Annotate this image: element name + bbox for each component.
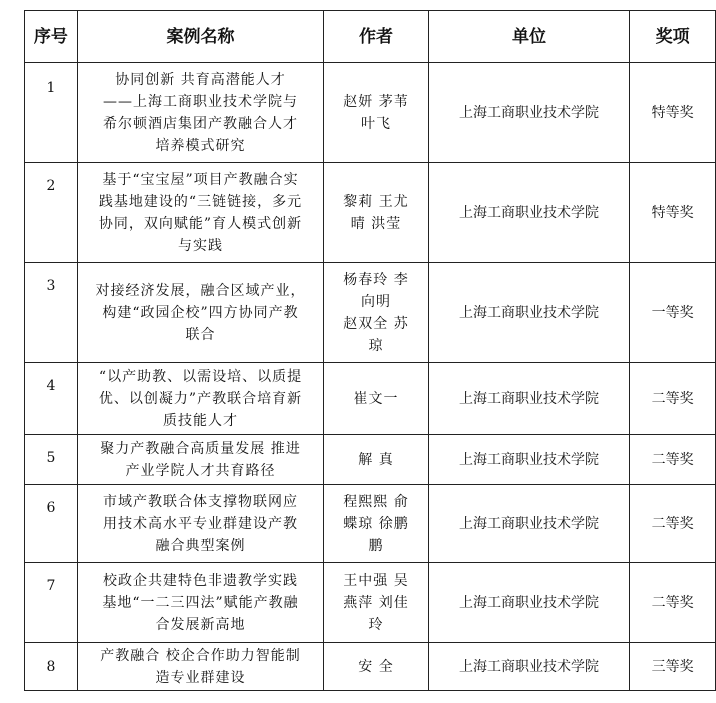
cell-unit: 上海工商职业技术学院 [428, 163, 629, 263]
title-line: 合发展新高地 [155, 616, 246, 633]
author-line: 赵妍 茅苇 [343, 93, 409, 110]
title-line: 校政企共建特色非遗教学实践 [103, 572, 298, 589]
cell-author [324, 643, 429, 691]
title-line: 优、以创凝力”产教联合培育新 [98, 390, 303, 407]
cell-award: 三等奖 [630, 643, 716, 691]
title-line: 联合 [185, 326, 216, 343]
title-line: 质技能人才 [163, 412, 238, 429]
cell-unit: 上海工商职业技术学院 [428, 63, 629, 163]
author-line: 玲 [368, 616, 384, 633]
header-row [25, 11, 716, 63]
author-line: 杨春玲 李 [343, 271, 409, 288]
title-line: 基于“宝宝屋”项目产教融合实 [102, 171, 299, 188]
cell-title [77, 435, 323, 485]
author-line: 鹏 [368, 537, 384, 554]
cell-title [77, 643, 323, 691]
author-line: 向明 [361, 293, 392, 310]
cell-unit: 上海工商职业技术学院 [428, 263, 629, 363]
author-line: 解 真 [358, 451, 394, 468]
table-row [25, 263, 716, 363]
awards-table-wrapper [24, 10, 716, 691]
author-line: 燕萍 刘佳 [343, 594, 409, 611]
cell-title [77, 485, 323, 563]
author-line: 崔文一 [353, 390, 399, 407]
title-line: 基地“一二三四法”赋能产教融 [102, 594, 299, 611]
title-line: 践基地建设的“三链链接，多元 [98, 193, 303, 210]
header-num: 序号 [25, 11, 78, 63]
cell-title [77, 263, 323, 363]
table-row [25, 643, 716, 691]
awards-table [24, 10, 716, 691]
cell-author [324, 563, 429, 643]
cell-num: 1 [25, 63, 78, 163]
table-row [25, 435, 716, 485]
cell-author [324, 63, 429, 163]
title-line: 产教融合 校企合作助力智能制 [100, 647, 301, 664]
table-row [25, 363, 716, 435]
author-line: 王中强 吴 [343, 572, 409, 589]
cell-unit: 上海工商职业技术学院 [428, 363, 629, 435]
cell-title [77, 63, 323, 163]
cell-author [324, 363, 429, 435]
title-line: 产业学院人才共育路径 [125, 462, 276, 479]
author-line: 晴 洪莹 [350, 215, 402, 232]
title-line: 造专业群建设 [155, 669, 246, 686]
author-line: 安 全 [358, 658, 394, 675]
cell-author [324, 163, 429, 263]
author-line: 琼 [368, 337, 384, 354]
author-line: 蝶琼 徐鹏 [343, 515, 409, 532]
title-line: 协同，双向赋能”育人模式创新 [98, 215, 303, 232]
header-title: 案例名称 [77, 11, 323, 63]
title-line: 市域产教联合体支撑物联网应 [103, 493, 298, 510]
author-line: 叶飞 [361, 115, 392, 132]
title-line: 对接经济发展，融合区域产业， [95, 282, 306, 299]
cell-award: 二等奖 [630, 363, 716, 435]
cell-author [324, 485, 429, 563]
cell-award: 特等奖 [630, 63, 716, 163]
cell-unit: 上海工商职业技术学院 [428, 485, 629, 563]
header-author: 作者 [324, 11, 429, 63]
title-line: 希尔顿酒店集团产教融合人才 [103, 115, 298, 132]
header-unit: 单位 [428, 11, 629, 63]
cell-award: 二等奖 [630, 485, 716, 563]
title-line: “以产助教、以需设培、以质提 [98, 368, 303, 385]
author-line: 程熙熙 俞 [343, 493, 409, 510]
cell-author [324, 435, 429, 485]
header-award: 奖项 [630, 11, 716, 63]
cell-title [77, 163, 323, 263]
cell-unit: 上海工商职业技术学院 [428, 435, 629, 485]
cell-award: 特等奖 [630, 163, 716, 263]
cell-num: 3 [25, 263, 78, 363]
table-row [25, 563, 716, 643]
cell-title [77, 363, 323, 435]
cell-unit: 上海工商职业技术学院 [428, 563, 629, 643]
title-line: 构建“政园企校”四方协同产教 [102, 304, 299, 321]
cell-num: 2 [25, 163, 78, 263]
title-line: 与实践 [178, 237, 223, 254]
table-row [25, 163, 716, 263]
cell-author [324, 263, 429, 363]
cell-num: 8 [25, 643, 78, 691]
cell-num: 6 [25, 485, 78, 563]
cell-num: 7 [25, 563, 78, 643]
cell-title [77, 563, 323, 643]
author-line: 赵双全 苏 [343, 315, 409, 332]
title-line: ——上海工商职业技术学院与 [103, 93, 298, 110]
cell-award: 二等奖 [630, 435, 716, 485]
cell-award: 一等奖 [630, 263, 716, 363]
cell-num: 5 [25, 435, 78, 485]
cell-unit: 上海工商职业技术学院 [428, 643, 629, 691]
table-row [25, 485, 716, 563]
cell-num: 4 [25, 363, 78, 435]
title-line: 用技术高水平专业群建设产教 [103, 515, 298, 532]
title-line: 协同创新 共育高潜能人才 [115, 71, 286, 88]
table-row [25, 63, 716, 163]
cell-award: 二等奖 [630, 563, 716, 643]
title-line: 培养模式研究 [155, 137, 246, 154]
title-line: 融合典型案例 [155, 537, 246, 554]
title-line: 聚力产教融合高质量发展 推进 [100, 440, 301, 457]
author-line: 黎莉 王尤 [343, 193, 409, 210]
